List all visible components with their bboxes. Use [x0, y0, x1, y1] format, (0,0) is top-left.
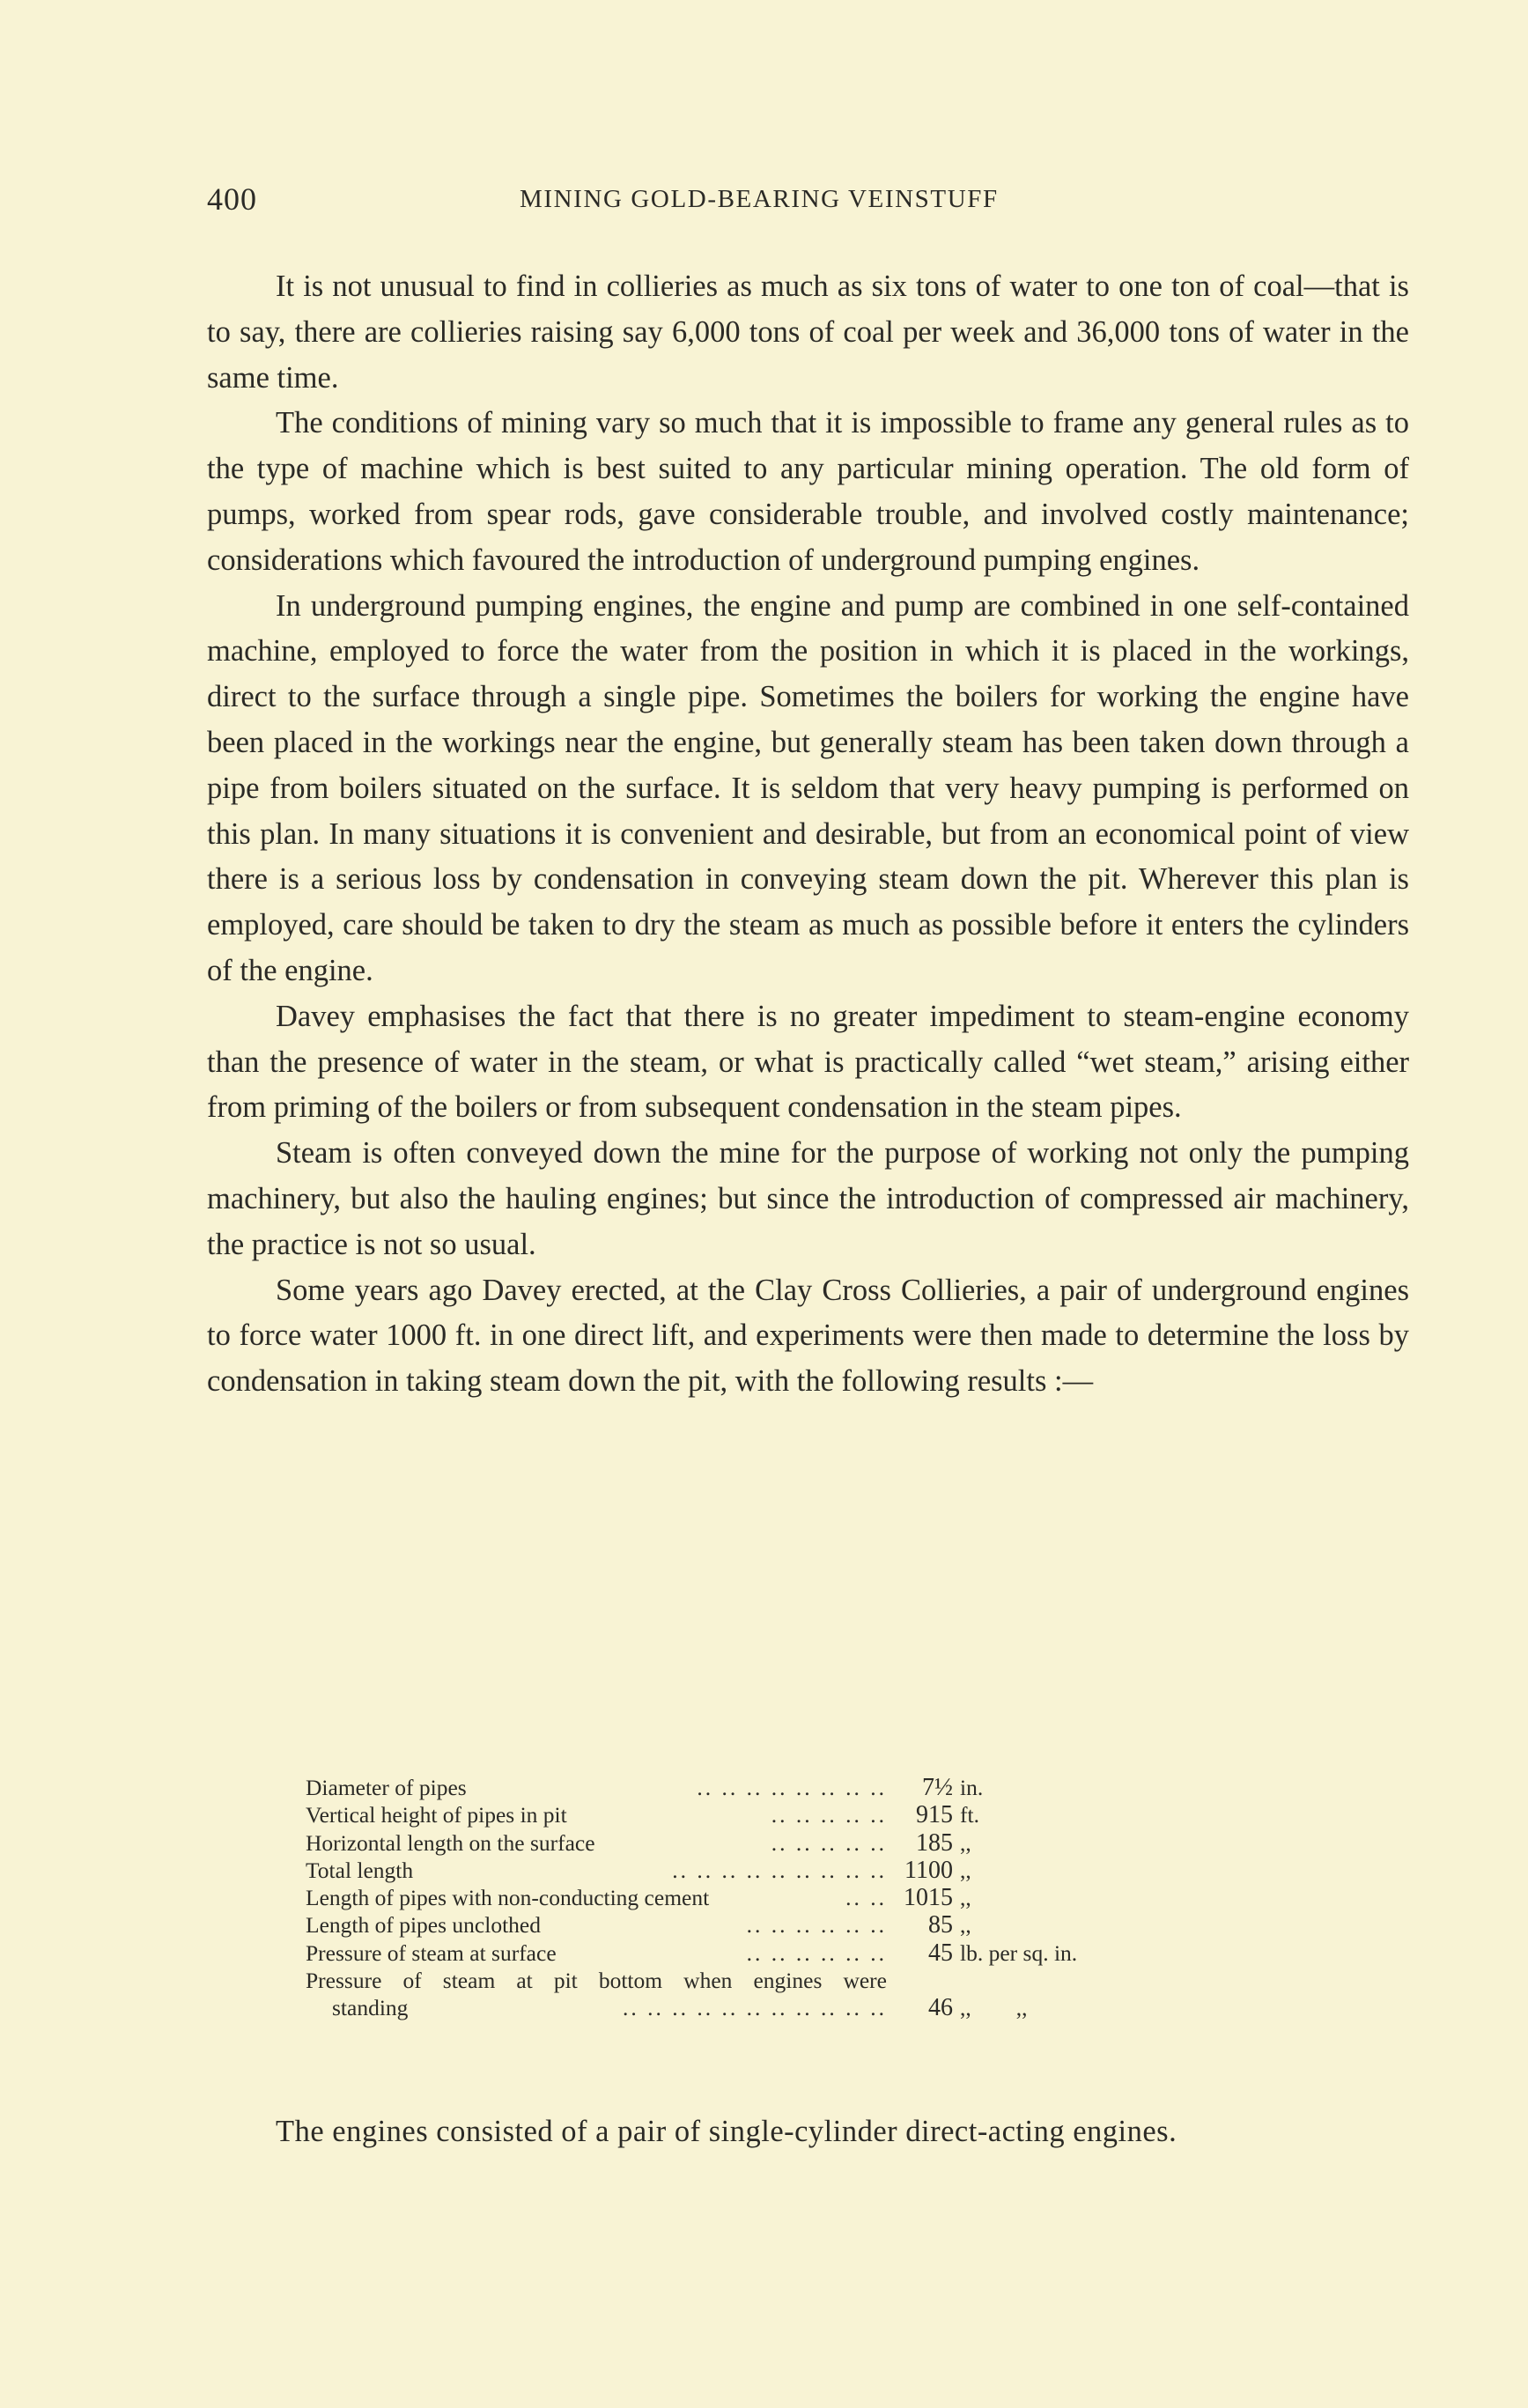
table-row: [306, 1829, 1318, 1857]
table-row: [306, 1994, 1318, 2021]
row-unit: in.: [960, 1775, 984, 1800]
leader-dots: .. .. .. .. ..: [771, 1829, 887, 1856]
row-label: Length of pipes unclothed: [306, 1912, 541, 1939]
closing-text: [207, 2109, 1409, 2155]
leader-dots: .. ..: [845, 1885, 887, 1911]
row-unit: ,,: [960, 1885, 971, 1911]
paragraph-clay-cross: Some years ago Davey erected, at the Clay Cross Collieries, a pair of underground engines to force water 1000 ft. in one direct lift, and experiments were then made to determine the loss by condensation in taking steam down the pit, with the following results :—: [207, 1273, 1409, 1399]
row-value: 185: [916, 1828, 953, 1857]
row-label: Pressure of steam at surface: [306, 1939, 557, 1966]
row-label: standing: [332, 1995, 409, 2021]
row-unit: ,,: [960, 1912, 971, 1939]
leader-dots: .. .. .. .. .. ..: [746, 1912, 887, 1939]
row-label: Total length: [306, 1857, 414, 1883]
row-label: Horizontal length on the surface: [306, 1829, 595, 1856]
row-label: Length of pipes with non-conducting cement: [306, 1885, 710, 1911]
leader-dots: .. .. .. .. ..: [771, 1802, 887, 1828]
table-row: [306, 1774, 1318, 1801]
row-label: Pressure of steam at pit bottom when engines were: [306, 1968, 887, 1994]
row-value: 45: [928, 1939, 953, 1967]
row-value: 85: [928, 1911, 953, 1939]
table-row: [306, 1967, 1318, 1994]
row-label: Vertical height of pipes in pit: [306, 1802, 567, 1828]
paragraph-wet-steam: Davey emphasises the fact that there is no greater impediment to steam-engine economy than the presence of water in the steam, or what is practically called “wet steam,” arising either from priming of the boilers or from subsequent condensation in the steam pipes.: [207, 999, 1409, 1125]
row-unit: ,, ,,: [960, 1995, 1028, 2021]
leader-dots: .. .. .. .. .. .. .. ..: [697, 1775, 887, 1800]
paragraph-steam-conveyance: Steam is often conveyed down the mine for the purpose of working not only the pumping machinery, but also the hauling engines; but since the introduction of compressed air machinery, the practice is not so usual.: [207, 1136, 1409, 1261]
table-row: [306, 1911, 1318, 1939]
results-table: [306, 1774, 1318, 2022]
row-value: 1015: [904, 1884, 953, 1912]
page-number: 400: [207, 181, 257, 217]
running-head: [207, 181, 1409, 225]
row-value: 1100: [904, 1856, 953, 1884]
row-unit: ,,: [960, 1829, 971, 1856]
leader-dots: .. .. .. .. .. .. .. .. .. .. ..: [623, 1995, 887, 2021]
table-row: [306, 1884, 1318, 1911]
row-unit: ft.: [960, 1802, 979, 1828]
paragraph-engines: The engines consisted of a pair of single-cylinder direct-acting engines.: [276, 2115, 1177, 2148]
paragraph-water-ratio: It is not unusual to find in collieries as much as six tons of water to one ton of coal—that is to say, there are collieries raising say 6,000 tons of coal per week and 36,000 tons of water in the same time.: [207, 270, 1409, 395]
row-value: 46: [928, 1994, 953, 2022]
body-text: [207, 264, 1409, 1405]
row-value: 7½: [922, 1774, 953, 1801]
paragraph-underground-engines: In underground pumping engines, the engine and pump are combined in one self-contained machine, employed to force the water from the position in which it is placed in the workings, direct to the surface through a single pipe. Sometimes the boilers for working the engine have been placed in the workings near the engine, but generally steam has been taken down through a pipe from boilers situated on the surface. It is seldom that very heavy pumping is performed on this plan. In many situations it is convenient and desirable, but from an economical point of view there is a serious loss by condensation in conveying steam down the pit. Wherever this plan is employed, care should be taken to dry the steam as much as possible before it enters the cylinders of the engine.: [207, 588, 1409, 987]
running-title: MINING GOLD-BEARING VEINSTUFF: [520, 185, 999, 213]
table-row: [306, 1801, 1318, 1828]
table-row: [306, 1857, 1318, 1884]
row-unit: ,,: [960, 1857, 971, 1883]
paragraph-mining-conditions: The conditions of mining vary so much that it is impossible to frame any general rules as to the type of machine which is best suited to any particular mining operation. The old form of pumps, worked from spear rods, gave considerable trouble, and involved costly maintenance; considerations which favoured the introduction of underground pumping engines.: [207, 406, 1409, 577]
row-label: Diameter of pipes: [306, 1775, 467, 1800]
row-value: 915: [916, 1801, 953, 1829]
leader-dots: .. .. .. .. .. .. .. .. ..: [672, 1857, 887, 1883]
table-row: [306, 1939, 1318, 1967]
leader-dots: .. .. .. .. .. ..: [746, 1939, 887, 1966]
row-unit: lb. per sq. in.: [960, 1939, 1078, 1966]
